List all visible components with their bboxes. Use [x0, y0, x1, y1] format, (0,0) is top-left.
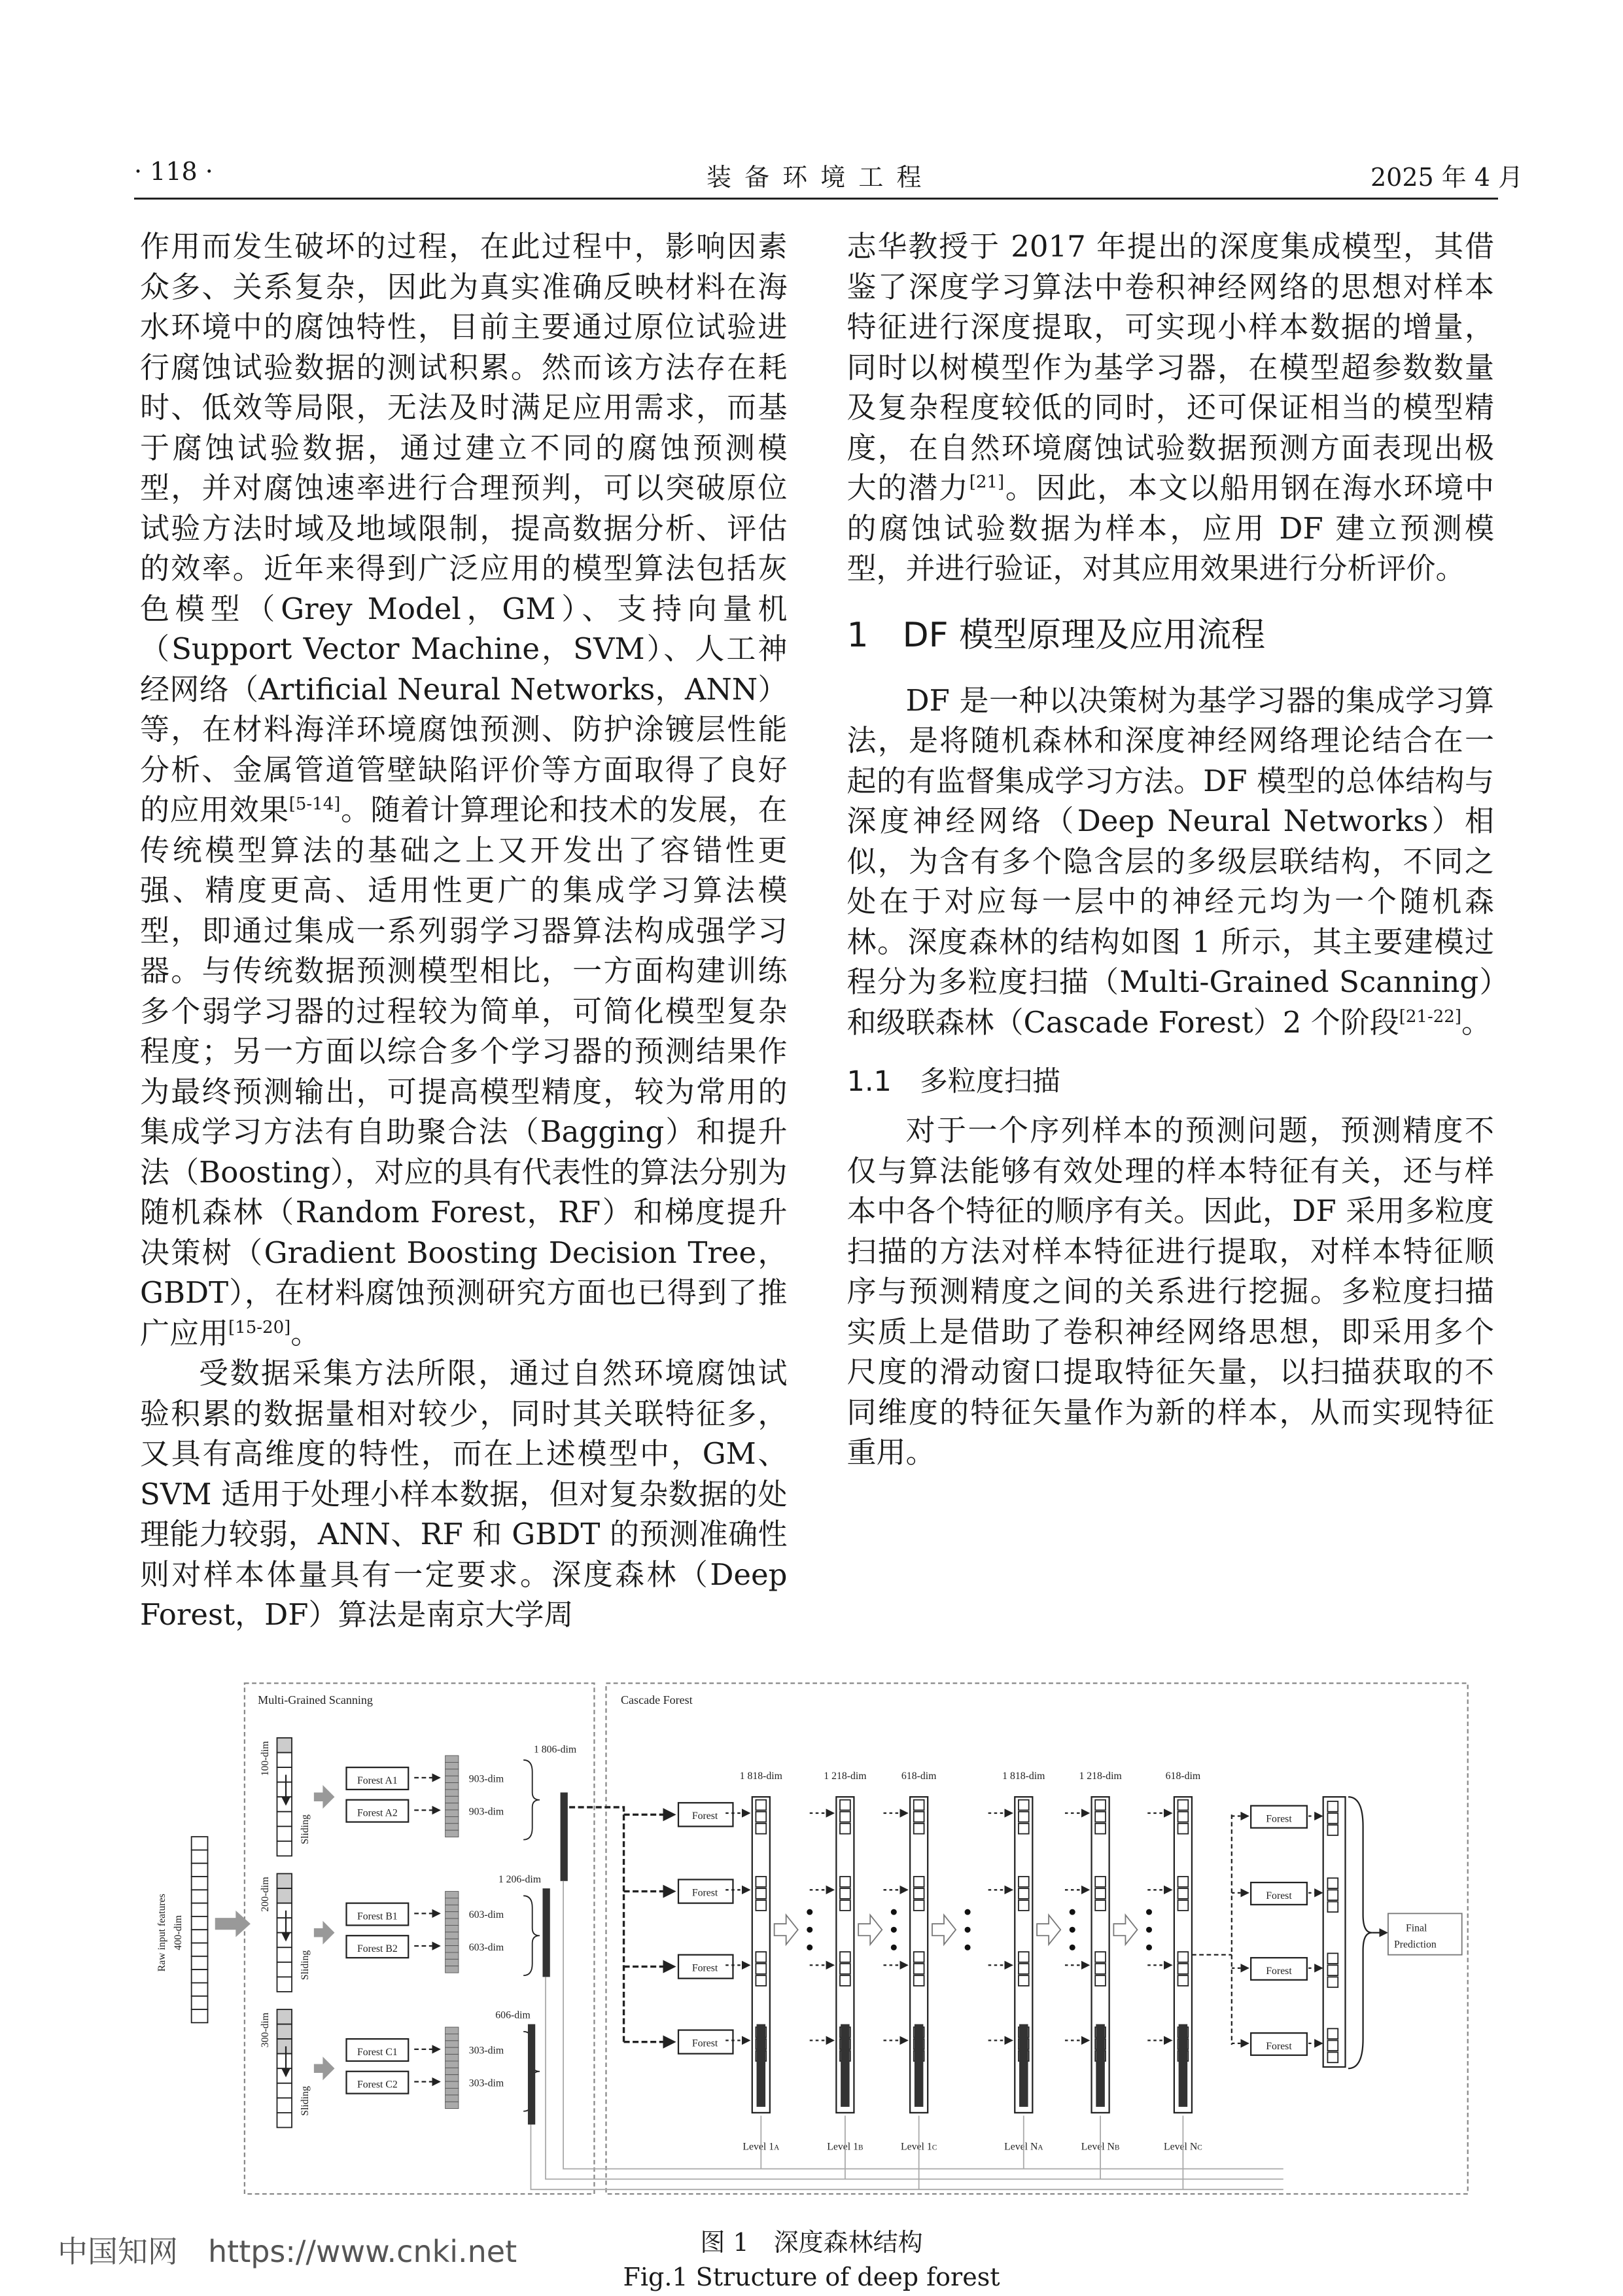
- class-vector-cell: [1178, 1900, 1189, 1911]
- raw-input-cell: [192, 1943, 208, 1956]
- class-vector-cell: [914, 1900, 924, 1911]
- paragraph: 受数据采集方法所限，通过自然环境腐蚀试验积累的数据量相对较少，同时其关联特征多，又具有高维度的特性，而在上述模型中，GM、SVM 适用于处理小样本数据，但对复杂数据的处理能力较弱，ANN、RF 和 GBDT 的预测准确性则对样本体量具有一定要求。深度森林（Deep Forest，DF）算法是南京大学周: [140, 1356, 788, 1632]
- feature-vector-cell: [445, 2102, 459, 2108]
- forest-label: Forest: [691, 1810, 718, 1822]
- level-label: Level NA: [1004, 2140, 1043, 2152]
- class-vector-cell: [1095, 1964, 1106, 1974]
- cnki-watermark: 中国知网 https://www.cnki.net: [58, 2234, 517, 2269]
- feature-vector-cell: [445, 2094, 459, 2101]
- gray-arrow-icon: [314, 1785, 335, 1809]
- class-vector-cell: [1327, 1901, 1338, 1912]
- ellipsis-dot: [1146, 1926, 1152, 1932]
- raw-input-cell: [192, 1890, 208, 1903]
- forest-label: Forest A2: [357, 1807, 398, 1819]
- level-label: Level 1C: [901, 2140, 937, 2152]
- vector-dim-label: 303-dim: [468, 2077, 504, 2089]
- class-vector-cell: [1095, 1823, 1106, 1833]
- class-vector-cell: [1019, 1952, 1029, 1962]
- feature-vector-cell: [445, 1769, 459, 1775]
- feature-vector-cell: [445, 2088, 459, 2094]
- window-cell: [277, 1932, 292, 1947]
- concat-dim-label: 1 206-dim: [498, 1873, 542, 1885]
- text: 志华教授于 2017 年提出的深度集成模型，其借鉴了深度学习算法中卷积神经网络的思想对样本特征进行深度提取，可实现小样本数据的增量，同时以树模型作为基学习器，在模型超参数数量及复杂程度较低的同时，还可保证相当的模型精度，在自然环境腐蚀试验数据预测方面表现出极大的潜力: [846, 229, 1494, 505]
- feature-vector-cell: [445, 1911, 459, 1918]
- class-vector-cell: [1327, 1878, 1338, 1888]
- class-vector-cell: [1019, 1811, 1029, 1822]
- paragraph: 对于一个序列样本的预测问题，预测精度不仅与算法能够有效处理的样本特征有关，还与样本中各个特征的顺序有关。因此，DF 采用多粒度扫描的方法对样本特征进行提取，对样本特征顺序与预测精度之间的关系进行挖掘。多粒度扫描实质上是借助了卷积神经网络思想，即采用多个尺度的滑动窗口提取特征矢量，以扫描获取的不同维度的特征矢量作为新的样本，从而实现特征重用。: [846, 1113, 1494, 1470]
- raw-input-cell: [192, 1969, 208, 1983]
- class-vector-cell: [1178, 1952, 1189, 1962]
- raw-input-label: Raw input features: [156, 1893, 168, 1971]
- feature-bar: [1019, 2024, 1028, 2106]
- class-vector-cell: [914, 1975, 924, 1986]
- level-dim-label: 618-dim: [1165, 1770, 1201, 1782]
- level-dim-label: 1 818-dim: [1002, 1770, 1045, 1782]
- vector-dim-label: 903-dim: [468, 1773, 504, 1785]
- text: 。: [1461, 1004, 1491, 1040]
- vector-dim-label: 603-dim: [468, 1941, 504, 1953]
- class-vector-cell: [914, 1811, 924, 1822]
- feature-bar: [1179, 2024, 1188, 2106]
- class-vector-cell: [914, 1799, 924, 1810]
- window-dim-label: 300-dim: [259, 2012, 271, 2047]
- forest-label: Forest B2: [357, 1943, 398, 1954]
- window-cell: [277, 2009, 292, 2024]
- citation: [21-22]: [1399, 1006, 1461, 1027]
- prediction-label: Prediction: [1393, 1938, 1437, 1950]
- window-cell: [277, 1977, 292, 1992]
- concat-vector: [561, 1792, 568, 1881]
- class-vector-cell: [840, 1964, 850, 1974]
- hollow-arrow-icon: [1113, 1915, 1137, 1944]
- feature-vector-cell: [445, 1898, 459, 1904]
- feature-vector-cell: [445, 1823, 459, 1829]
- class-vector-cell: [1327, 2052, 1338, 2062]
- figure: [147, 1674, 1475, 2206]
- class-vector-cell: [1019, 1975, 1029, 1986]
- class-vector-cell: [1019, 1964, 1029, 1974]
- text-columns: [140, 226, 1494, 1635]
- final-column: [1323, 1797, 1346, 2067]
- ellipsis-dot: [891, 1926, 897, 1932]
- class-vector-cell: [914, 1888, 924, 1899]
- text: 。因此，本文以船用钢在海水环境中的腐蚀试验数据为样本，应用 DF 建立预测模型，并进行验证，对其应用效果进行分析评价。: [846, 470, 1494, 586]
- feature-vector-cell: [445, 1952, 459, 1958]
- class-vector-cell: [1327, 1890, 1338, 1900]
- class-vector-cell: [1327, 2028, 1338, 2039]
- window-cell: [277, 1962, 292, 1977]
- feature-vector-cell: [445, 2027, 459, 2034]
- class-vector-cell: [840, 1900, 850, 1911]
- text: 。随着计算理论和技术的发展，在传统模型算法的基础之上又开发出了容错性更强、精度更高、适用性更广的集成学习算法模型，即通过集成一系列弱学习器算法构成强学习器。与传统数据预测模型相比，一方面构建训练多个弱学习器的过程较为简单，可简化模型复杂程度；另一方面以综合多个学习器的预测结果作为最终预测输出，可提高模型精度，较为常用的集成学习方法有自助聚合法（Bagging）和提升法（Boosting），对应的具有代表性的算法分别为随机森林（Random Forest，RF）和梯度提升决策树（Gradient Boosting Decision Tree，GBDT），在材料腐蚀预测研究方面也已得到了推广应用: [140, 792, 788, 1351]
- level-subscript: A: [774, 2143, 780, 2151]
- concat-dim-label: 606-dim: [495, 2009, 531, 2021]
- class-vector-cell: [1178, 1823, 1189, 1833]
- subsection-heading: 1.1 多粒度扫描: [846, 1065, 1060, 1098]
- feature-bar: [1096, 2024, 1105, 2106]
- class-vector-cell: [1327, 2040, 1338, 2051]
- citation: [15-20]: [228, 1317, 291, 1337]
- ellipsis-dot: [891, 1944, 897, 1950]
- class-vector-cell: [1178, 1888, 1189, 1899]
- concat-vector: [528, 2024, 535, 2124]
- raw-dim-label: 400-dim: [172, 1915, 184, 1950]
- window-cell: [277, 1947, 292, 1962]
- cascade-box: [606, 1683, 1467, 2193]
- sliding-label: Sliding: [299, 1950, 311, 1980]
- citation: [5-14]: [288, 794, 341, 814]
- level-subscript: A: [1038, 2143, 1043, 2151]
- level-dim-label: 618-dim: [901, 1770, 937, 1782]
- window-cell: [277, 1811, 292, 1826]
- raw-input-cell: [192, 1877, 208, 1890]
- feature-vector-cell: [445, 1830, 459, 1837]
- ellipsis-dot: [965, 1909, 971, 1915]
- class-vector-cell: [756, 1888, 766, 1899]
- feature-vector-cell: [445, 1891, 459, 1898]
- feature-vector-cell: [445, 1966, 459, 1972]
- forest-label: Forest B1: [357, 1910, 398, 1922]
- class-vector-cell: [1178, 1811, 1189, 1822]
- ellipsis-dot: [1146, 1909, 1152, 1915]
- concat-vector: [542, 1888, 550, 1977]
- class-vector-cell: [1178, 1877, 1189, 1887]
- raw-input-cell: [192, 1916, 208, 1929]
- hollow-arrow-icon: [775, 1915, 798, 1944]
- paragraph: [847, 680, 1495, 1043]
- class-vector-cell: [914, 1877, 924, 1887]
- final-label: Final: [1405, 1922, 1427, 1934]
- forest-label: Forest: [1266, 1813, 1292, 1825]
- class-vector-cell: [1019, 1900, 1029, 1911]
- level-dim-label: 1 818-dim: [739, 1770, 782, 1782]
- raw-input-cell: [192, 1837, 208, 1850]
- level-subscript: C: [1197, 2143, 1202, 2151]
- brace-icon: [1348, 1797, 1372, 2068]
- text: 。: [290, 1315, 321, 1351]
- hollow-arrow-icon: [1037, 1915, 1060, 1944]
- class-vector-cell: [914, 1964, 924, 1974]
- level-subscript: B: [1114, 2143, 1120, 2151]
- paragraph: [140, 226, 788, 1353]
- class-vector-cell: [840, 1888, 850, 1899]
- page-number: · 118 ·: [134, 157, 213, 186]
- ellipsis-dot: [891, 1909, 897, 1915]
- feature-vector-cell: [445, 2040, 459, 2047]
- window-cell: [277, 1797, 292, 1812]
- raw-input-cell: [192, 1996, 208, 2009]
- cascade-title: Cascade Forest: [621, 1693, 693, 1706]
- gray-arrow-icon: [314, 1920, 335, 1944]
- concat-dim-label: 1 806-dim: [533, 1744, 577, 1756]
- window-cell: [277, 1767, 292, 1782]
- window-cell: [277, 1873, 292, 1888]
- class-vector-cell: [756, 1900, 766, 1911]
- citation: [21]: [969, 472, 1005, 492]
- class-vector-cell: [1095, 1799, 1106, 1810]
- level-label: Level NB: [1081, 2140, 1120, 2152]
- feature-vector-cell: [445, 1756, 459, 1762]
- forest-label: Forest: [1266, 1890, 1292, 1901]
- class-vector-cell: [1178, 1975, 1189, 1986]
- figure-caption-cn: 图 1 深度森林结构: [700, 2227, 923, 2257]
- level-subscript: B: [858, 2143, 864, 2151]
- paragraph: [847, 226, 1495, 589]
- feature-vector-cell: [445, 1776, 459, 1782]
- ellipsis-dot: [965, 1926, 971, 1932]
- raw-input-cell: [192, 2009, 208, 2022]
- class-vector-cell: [840, 1799, 850, 1810]
- ellipsis-dot: [1070, 1926, 1075, 1932]
- brace-icon: [523, 1896, 540, 1975]
- ellipsis-dot: [807, 1909, 812, 1915]
- left-column: [140, 226, 788, 1635]
- class-vector-cell: [840, 1823, 850, 1833]
- ellipsis-dot: [807, 1926, 812, 1932]
- class-vector-cell: [1095, 1975, 1106, 1986]
- mgs-box: [245, 1683, 595, 2193]
- window-cell: [277, 2024, 292, 2039]
- figure-caption-en: Fig.1 Structure of deep forest: [623, 2262, 1000, 2291]
- feature-bar: [841, 2024, 850, 2106]
- class-vector-cell: [756, 1877, 766, 1887]
- window-cell: [277, 1841, 292, 1856]
- level-label: Level NC: [1164, 2140, 1202, 2152]
- vector-dim-label: 303-dim: [468, 2045, 504, 2057]
- class-vector-cell: [1327, 1977, 1338, 1987]
- class-vector-cell: [756, 1811, 766, 1822]
- deep-forest-figure: [147, 1674, 1475, 2206]
- hollow-arrow-icon: [858, 1915, 882, 1944]
- window-cell: [277, 1888, 292, 1903]
- window-cell: [277, 2068, 292, 2083]
- section-heading: 1 DF 模型原理及应用流程: [846, 615, 1266, 655]
- feature-vector-cell: [445, 2060, 459, 2067]
- brace-icon: [523, 1759, 540, 1839]
- forest-label: Forest A1: [357, 1775, 398, 1786]
- feature-vector-cell: [445, 1925, 459, 1932]
- level-dim-label: 1 218-dim: [824, 1770, 867, 1782]
- feature-vector-cell: [445, 2047, 459, 2054]
- window-cell: [277, 1903, 292, 1918]
- mgs-title: Multi-Grained Scanning: [258, 1693, 373, 1706]
- class-vector-cell: [1095, 1888, 1106, 1899]
- raw-input-cell: [192, 1850, 208, 1863]
- raw-input-cell: [192, 1930, 208, 1943]
- forest-label: Forest C1: [357, 2046, 398, 2058]
- class-vector-cell: [1095, 1900, 1106, 1911]
- journal-name: 装 备 环 境 工 程: [707, 163, 924, 192]
- forest-label: Forest: [691, 1962, 718, 1973]
- window-cell: [277, 2039, 292, 2054]
- right-column: [847, 226, 1495, 1473]
- class-vector-cell: [1095, 1877, 1106, 1887]
- class-vector-cell: [1327, 1801, 1338, 1811]
- feature-vector-cell: [445, 1796, 459, 1803]
- window-cell: [277, 1737, 292, 1752]
- feature-vector-cell: [445, 1782, 459, 1789]
- dashed-connector: [569, 1807, 623, 2043]
- class-vector-cell: [756, 1952, 766, 1962]
- class-vector-cell: [756, 1799, 766, 1810]
- gray-arrow-icon: [314, 2057, 335, 2080]
- class-vector-cell: [1327, 1953, 1338, 1964]
- header-rule: [134, 198, 1498, 200]
- text: 作用而发生破坏的过程，在此过程中，影响因素众多、关系复杂，因此为真实准确反映材料在海水环境中的腐蚀特性，目前主要通过原位试验进行腐蚀试验数据的测试积累。然而该方法存在耗时、低效等局限，无法及时满足应用需求，而基于腐蚀试验数据，通过建立不同的腐蚀预测模型，并对腐蚀速率进行合理预判，可以突破原位试验方法时域及地域限制，提高数据分析、评估的效率。近年来得到广泛应用的模型算法包括灰色模型（Grey Model，GM）、支持向量机（Support Vector Machine，SVM）、人工神经网络（Artificial Neural Networks，ANN）等，在材料海洋环境腐蚀预测、防护涂镀层性能分析、金属管道管壁缺陷评价等方面取得了良好的应用效果: [140, 229, 788, 827]
- window-cell: [277, 2083, 292, 2098]
- feature-vector-cell: [445, 2034, 459, 2040]
- class-vector-cell: [1019, 1877, 1029, 1887]
- class-vector-cell: [1019, 1799, 1029, 1810]
- class-vector-cell: [1327, 1825, 1338, 1835]
- window-cell: [277, 2112, 292, 2127]
- feature-vector-cell: [445, 1939, 459, 1945]
- raw-input-cell: [192, 1903, 208, 1916]
- class-vector-cell: [914, 1823, 924, 1833]
- class-vector-cell: [840, 1877, 850, 1887]
- feature-vector-cell: [445, 2054, 459, 2060]
- feature-vector-cell: [445, 1810, 459, 1816]
- window-dim-label: 200-dim: [259, 1876, 271, 1912]
- sliding-label: Sliding: [299, 1814, 311, 1845]
- text: DF 是一种以决策树为基学习器的集成学习算法，是将随机森林和深度神经网络理论结合在一起的有监督集成学习方法。DF 模型的总体结构与深度神经网络（Deep Neural Networks）相似，为含有多个隐含层的多级层联结构，不同之处在于对应每一层中的神经元均为一个随机森林。深度森林的结构如图 1 所示，其主要建模过程分为多粒度扫描（Multi-Grained Scanning）和级联森林（Cascade Forest）2 个阶段: [846, 682, 1494, 1040]
- raw-input-cell: [192, 1983, 208, 1996]
- class-vector-cell: [1019, 1823, 1029, 1833]
- feature-vector-cell: [445, 2074, 459, 2081]
- feature-bar: [757, 2024, 766, 2106]
- class-vector-cell: [1327, 1965, 1338, 1975]
- ellipsis-dot: [1070, 1944, 1075, 1950]
- level-label: Level 1A: [742, 2140, 780, 2152]
- raw-input-cell: [192, 1956, 208, 1969]
- forest-label: Forest: [691, 1886, 718, 1898]
- feature-vector-cell: [445, 1803, 459, 1809]
- window-cell: [277, 2053, 292, 2068]
- feature-vector-cell: [445, 1905, 459, 1911]
- class-vector-cell: [840, 1952, 850, 1962]
- issue-date: 2025 年 4 月: [1370, 163, 1524, 192]
- raw-input-cell: [192, 1863, 208, 1876]
- vector-dim-label: 903-dim: [468, 1805, 504, 1817]
- ellipsis-dot: [807, 1944, 812, 1950]
- class-vector-cell: [840, 1811, 850, 1822]
- feature-bar: [915, 2024, 924, 2106]
- feature-vector-cell: [445, 1762, 459, 1769]
- feature-vector-cell: [445, 1959, 459, 1966]
- ellipsis-dot: [965, 1944, 971, 1950]
- class-vector-cell: [840, 1975, 850, 1986]
- hollow-arrow-icon: [932, 1915, 956, 1944]
- level-subscript: C: [932, 2143, 937, 2151]
- level-label: Level 1B: [827, 2140, 864, 2152]
- class-vector-cell: [914, 1952, 924, 1962]
- feature-vector-cell: [445, 1816, 459, 1823]
- page-body: [140, 226, 1494, 2295]
- vector-dim-label: 603-dim: [468, 1909, 504, 1920]
- feature-vector-cell: [445, 1918, 459, 1925]
- feature-vector-cell: [445, 2081, 459, 2088]
- class-vector-cell: [1327, 1813, 1338, 1824]
- ellipsis-dot: [1070, 1909, 1075, 1915]
- forest-label: Forest: [1266, 1965, 1292, 1977]
- window-cell: [277, 1918, 292, 1933]
- class-vector-cell: [1178, 1799, 1189, 1810]
- window-cell: [277, 1826, 292, 1841]
- feature-vector-cell: [445, 1789, 459, 1795]
- forest-label: Forest: [1266, 2040, 1292, 2052]
- feature-vector-cell: [445, 1932, 459, 1938]
- class-vector-cell: [1019, 1888, 1029, 1899]
- forest-label: Forest: [691, 2037, 718, 2049]
- window-cell: [277, 1782, 292, 1797]
- class-vector-cell: [756, 1964, 766, 1974]
- window-cell: [277, 2098, 292, 2113]
- class-vector-cell: [756, 1975, 766, 1986]
- class-vector-cell: [756, 1823, 766, 1833]
- window-dim-label: 100-dim: [259, 1740, 271, 1776]
- ellipsis-dot: [1146, 1944, 1152, 1950]
- feature-vector-cell: [445, 1945, 459, 1952]
- class-vector-cell: [1095, 1952, 1106, 1962]
- forest-label: Forest C2: [357, 2079, 398, 2091]
- feature-vector-cell: [445, 2068, 459, 2074]
- level-dim-label: 1 218-dim: [1079, 1770, 1122, 1782]
- class-vector-cell: [1178, 1964, 1189, 1974]
- class-vector-cell: [1095, 1811, 1106, 1822]
- window-cell: [277, 1752, 292, 1767]
- sliding-label: Sliding: [299, 2085, 311, 2116]
